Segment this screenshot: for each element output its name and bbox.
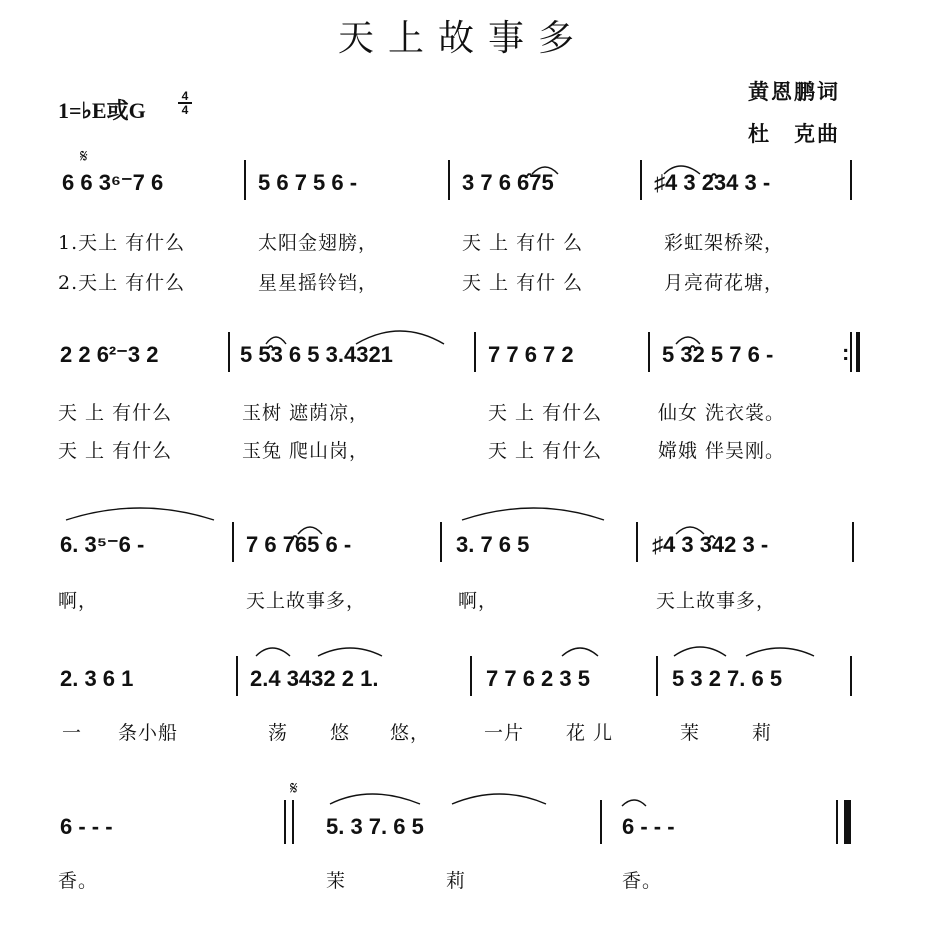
- line5-measure1: 6 - - -: [60, 814, 113, 839]
- repeat-dots: :: [842, 340, 850, 365]
- line3-lyric3: 啊，: [458, 590, 499, 612]
- slur: [532, 167, 558, 174]
- line5-measure3: 6 - - -: [622, 814, 675, 839]
- line2-verse2-lyric1: 天 上 有什么: [58, 440, 173, 462]
- line4-lyric2: 条小船: [118, 722, 179, 744]
- slur: [676, 527, 704, 534]
- slur: [674, 647, 726, 656]
- line4-lyric6: 一片: [484, 722, 525, 744]
- line4-measure3: 7 7 6 2 3 5: [486, 666, 590, 691]
- segno-sign: 𝄋: [80, 146, 88, 167]
- line1-verse1-lyric2: 太阳金翅膀，: [258, 232, 379, 254]
- line4-measure4: 5 3 2 7. 6 5: [672, 666, 783, 691]
- slur: [746, 648, 814, 656]
- line4-lyric5: 悠，: [390, 722, 431, 744]
- line3-measure3: 3. 7 6 5: [456, 532, 530, 557]
- line2-measure1: 2 2 6²⁻3 2: [60, 342, 159, 367]
- line1-verse1-lyric1: 1.天上 有什么: [58, 232, 186, 254]
- line1-verse2-lyric2: 星星摇铃铛，: [258, 272, 379, 294]
- line5-lyric4: 香。: [622, 870, 663, 892]
- composer-credit: 杜 克曲: [748, 121, 840, 146]
- line2-verse1-lyric1: 天 上 有什么: [58, 402, 173, 424]
- line1-verse1-lyric3: 天 上 有什 么: [462, 232, 584, 254]
- line1-measure4: ♯4 3 2̂34 3 -: [654, 170, 771, 195]
- line3-measure1: 6. 3⁵⁻6 -: [60, 532, 145, 557]
- lyricist-credit: 黄恩鹏词: [748, 79, 840, 104]
- line4-lyric3: 荡: [268, 722, 289, 744]
- slur: [562, 648, 598, 656]
- line2-measure2: 5 5̂3 6 5 3.4321: [240, 342, 393, 367]
- line2-measure3: 7 7 6 7 2: [488, 342, 574, 367]
- line3-lyric4: 天上故事多，: [656, 590, 777, 612]
- slur: [330, 794, 420, 804]
- line1-verse2-lyric3: 天 上 有什 么: [462, 272, 584, 294]
- line1-measure3: 3 7 6 6̂75: [462, 170, 554, 195]
- slur: [356, 331, 444, 344]
- line2-verse2-lyric2: 玉兔 爬山岗，: [242, 440, 370, 462]
- time-signature-bottom: 4: [178, 102, 192, 116]
- line5-lyric3: 莉: [446, 870, 467, 892]
- line1-verse2-lyric4: 月亮荷花塘，: [664, 272, 785, 294]
- line1-verse1-lyric4: 彩虹架桥梁，: [664, 232, 785, 254]
- slur: [452, 794, 546, 804]
- line3-lyric2: 天上故事多，: [246, 590, 367, 612]
- line4-lyric1: 一: [62, 722, 83, 744]
- slur: [256, 648, 290, 656]
- line4-lyric4: 悠: [330, 722, 351, 744]
- line4-measure2: 2.4 3432 2 1.: [250, 666, 379, 691]
- slur: [318, 648, 382, 656]
- line4-lyric7: 花 儿: [566, 722, 614, 744]
- line2-verse2-lyric3: 天 上 有什么: [488, 440, 603, 462]
- slur: [66, 508, 214, 520]
- line2-measure4: 5 3̂2 5 7 6 -: [662, 342, 774, 367]
- line1-verse2-lyric1: 2.天上 有什么: [58, 272, 186, 294]
- slur: [676, 337, 700, 344]
- line1-measure1: 6 6 3⁶⁻7 6: [62, 170, 164, 195]
- slur: [266, 337, 286, 344]
- line1-measure2: 5 6 7 5 6 -: [258, 170, 358, 195]
- line2-verse2-lyric4: 嫦娥 伴吴刚。: [658, 440, 786, 462]
- line4-lyric8: 茉: [680, 722, 701, 744]
- line3-measure4: ♯4 3 3̂42 3 -: [652, 532, 769, 557]
- song-title: 天上故事多: [337, 18, 588, 59]
- slur: [298, 527, 322, 534]
- segno-sign-2: 𝄋: [290, 778, 298, 799]
- slur: [622, 800, 646, 806]
- line2-verse1-lyric4: 仙女 洗衣裳。: [658, 402, 786, 424]
- slur: [664, 166, 700, 174]
- line5-lyric1: 香。: [58, 870, 99, 892]
- line5-measure2: 5. 3 7. 6 5: [326, 814, 424, 839]
- key-signature: 1=♭E或G: [58, 98, 146, 123]
- line2-verse1-lyric3: 天 上 有什么: [488, 402, 603, 424]
- line5-lyric2: 茉: [326, 870, 347, 892]
- time-signature-top: 4: [181, 89, 189, 103]
- slur: [462, 508, 604, 520]
- line3-measure2: 7 6 7̂65 6 -: [246, 532, 352, 557]
- line3-lyric1: 啊，: [58, 590, 99, 612]
- line2-verse1-lyric2: 玉树 遮荫凉，: [242, 402, 370, 424]
- line4-measure1: 2. 3 6 1: [60, 666, 134, 691]
- line4-lyric9: 莉: [752, 722, 773, 744]
